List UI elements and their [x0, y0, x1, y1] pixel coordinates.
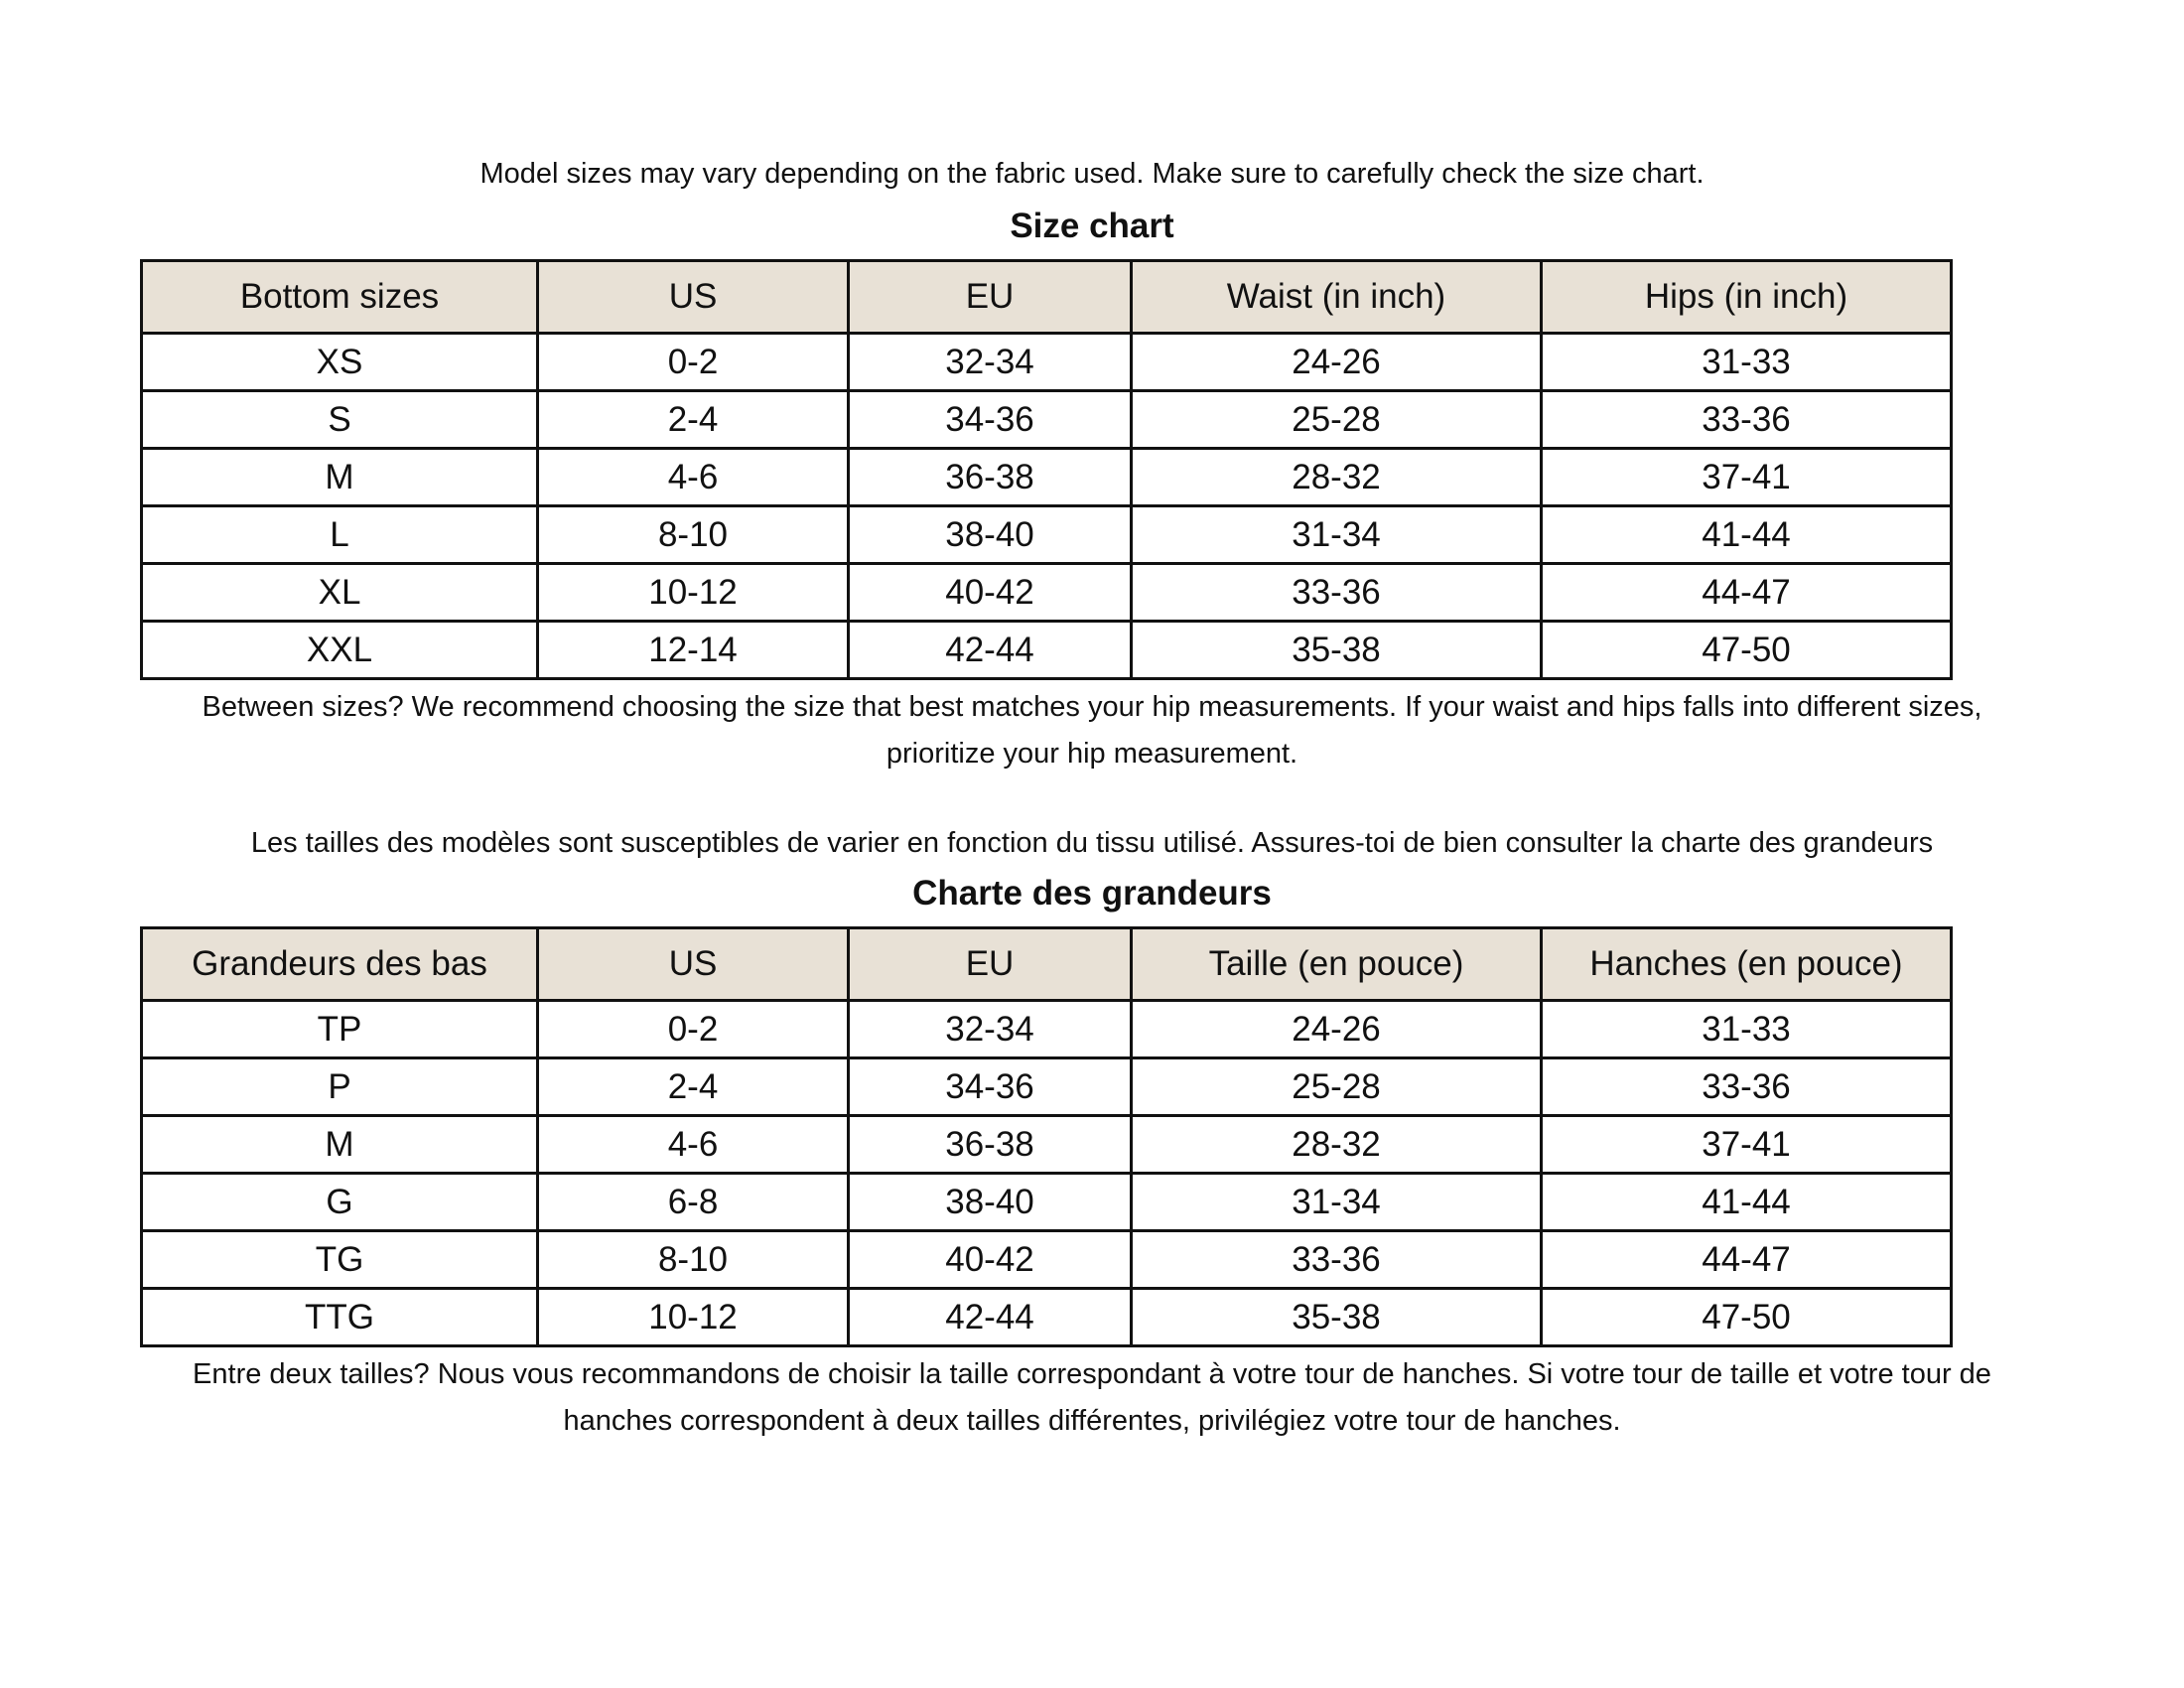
table-cell: 35-38 [1132, 622, 1542, 679]
table-cell: TP [142, 1001, 538, 1058]
table-cell: 31-33 [1542, 334, 1952, 391]
table-cell: 36-38 [849, 1116, 1132, 1174]
table-row [142, 334, 1952, 391]
column-header: Grandeurs des bas [142, 928, 538, 1001]
table-cell: 38-40 [849, 1174, 1132, 1231]
english-footnote: Between sizes? We recommend choosing the size that best matches your hip measurements. If your waist and hips falls into different sizes, prioritize your hip measurement. [202, 691, 1982, 770]
table-cell: 33-36 [1132, 564, 1542, 622]
table-row [142, 1001, 1952, 1058]
table-row [142, 1231, 1952, 1289]
table-cell: 35-38 [1132, 1289, 1542, 1346]
table-cell: 42-44 [849, 1289, 1132, 1346]
table-cell: 37-41 [1542, 1116, 1952, 1174]
table-cell: G [142, 1174, 538, 1231]
table-cell: 25-28 [1132, 1058, 1542, 1116]
table-cell: 6-8 [538, 1174, 849, 1231]
english-section [0, 151, 2184, 777]
column-header: Hips (in inch) [1542, 261, 1952, 334]
table-cell: 32-34 [849, 1001, 1132, 1058]
english-title: Size chart [1010, 207, 1174, 245]
table-row [142, 1116, 1952, 1174]
table-cell: 0-2 [538, 334, 849, 391]
table-cell: M [142, 1116, 538, 1174]
table-cell: 31-34 [1132, 1174, 1542, 1231]
table-cell: 33-36 [1132, 1231, 1542, 1289]
table-cell: 40-42 [849, 564, 1132, 622]
table-cell: TTG [142, 1289, 538, 1346]
table-cell: XS [142, 334, 538, 391]
table-row [142, 622, 1952, 679]
table-row [142, 1174, 1952, 1231]
french-intro: Les tailles des modèles sont susceptibles de varier en fonction du tissu utilisé. Assures-toi de bien consulter la charte des grandeurs [250, 827, 1934, 859]
table-cell: 4-6 [538, 449, 849, 506]
table-cell: 28-32 [1132, 1116, 1542, 1174]
table-header-row [142, 261, 1952, 334]
table-cell: 24-26 [1132, 1001, 1542, 1058]
table-cell: L [142, 506, 538, 564]
table-header-row [142, 928, 1952, 1001]
french-section [0, 820, 2184, 1445]
column-header: EU [849, 928, 1132, 1001]
table-cell: 44-47 [1542, 564, 1952, 622]
table-cell: 44-47 [1542, 1231, 1952, 1289]
table-cell: 31-34 [1132, 506, 1542, 564]
table-cell: 33-36 [1542, 391, 1952, 449]
table-cell: 2-4 [538, 1058, 849, 1116]
table-cell: 4-6 [538, 1116, 849, 1174]
table-cell: 25-28 [1132, 391, 1542, 449]
french-size-table [140, 926, 1953, 1347]
table-cell: S [142, 391, 538, 449]
table-cell: 24-26 [1132, 334, 1542, 391]
table-cell: 12-14 [538, 622, 849, 679]
french-title: Charte des grandeurs [912, 874, 1272, 913]
table-cell: 2-4 [538, 391, 849, 449]
column-header: Hanches (en pouce) [1542, 928, 1952, 1001]
table-cell: 28-32 [1132, 449, 1542, 506]
table-cell: 37-41 [1542, 449, 1952, 506]
english-size-table [140, 259, 1953, 680]
table-row [142, 449, 1952, 506]
table-cell: 10-12 [538, 1289, 849, 1346]
table-cell: 31-33 [1542, 1001, 1952, 1058]
column-header: Taille (en pouce) [1132, 928, 1542, 1001]
table-cell: 38-40 [849, 506, 1132, 564]
table-cell: 41-44 [1542, 506, 1952, 564]
table-cell: 42-44 [849, 622, 1132, 679]
table-cell: 34-36 [849, 1058, 1132, 1116]
table-cell: 41-44 [1542, 1174, 1952, 1231]
column-header: Waist (in inch) [1132, 261, 1542, 334]
table-row [142, 391, 1952, 449]
table-cell: XL [142, 564, 538, 622]
table-cell: 33-36 [1542, 1058, 1952, 1116]
table-cell: 0-2 [538, 1001, 849, 1058]
column-header: US [538, 261, 849, 334]
table-cell: 32-34 [849, 334, 1132, 391]
column-header: Bottom sizes [142, 261, 538, 334]
table-row [142, 506, 1952, 564]
table-cell: P [142, 1058, 538, 1116]
table-cell: 10-12 [538, 564, 849, 622]
table-cell: 47-50 [1542, 622, 1952, 679]
table-row [142, 1058, 1952, 1116]
table-cell: 8-10 [538, 506, 849, 564]
table-cell: M [142, 449, 538, 506]
table-cell: 8-10 [538, 1231, 849, 1289]
french-footnote: Entre deux tailles? Nous vous recommandons de choisir la taille correspondant à votre tour de hanches. Si votre tour de taille et votre tour de hanches correspondent à deux tailles différentes, privilégiez votre tour de hanches. [193, 1358, 1991, 1437]
table-row [142, 564, 1952, 622]
table-cell: 34-36 [849, 391, 1132, 449]
table-cell: 36-38 [849, 449, 1132, 506]
table-cell: 40-42 [849, 1231, 1132, 1289]
table-cell: TG [142, 1231, 538, 1289]
table-row [142, 1289, 1952, 1346]
table-cell: 47-50 [1542, 1289, 1952, 1346]
column-header: US [538, 928, 849, 1001]
column-header: EU [849, 261, 1132, 334]
english-intro: Model sizes may vary depending on the fabric used. Make sure to carefully check the size chart. [479, 158, 1705, 190]
table-cell: XXL [142, 622, 538, 679]
